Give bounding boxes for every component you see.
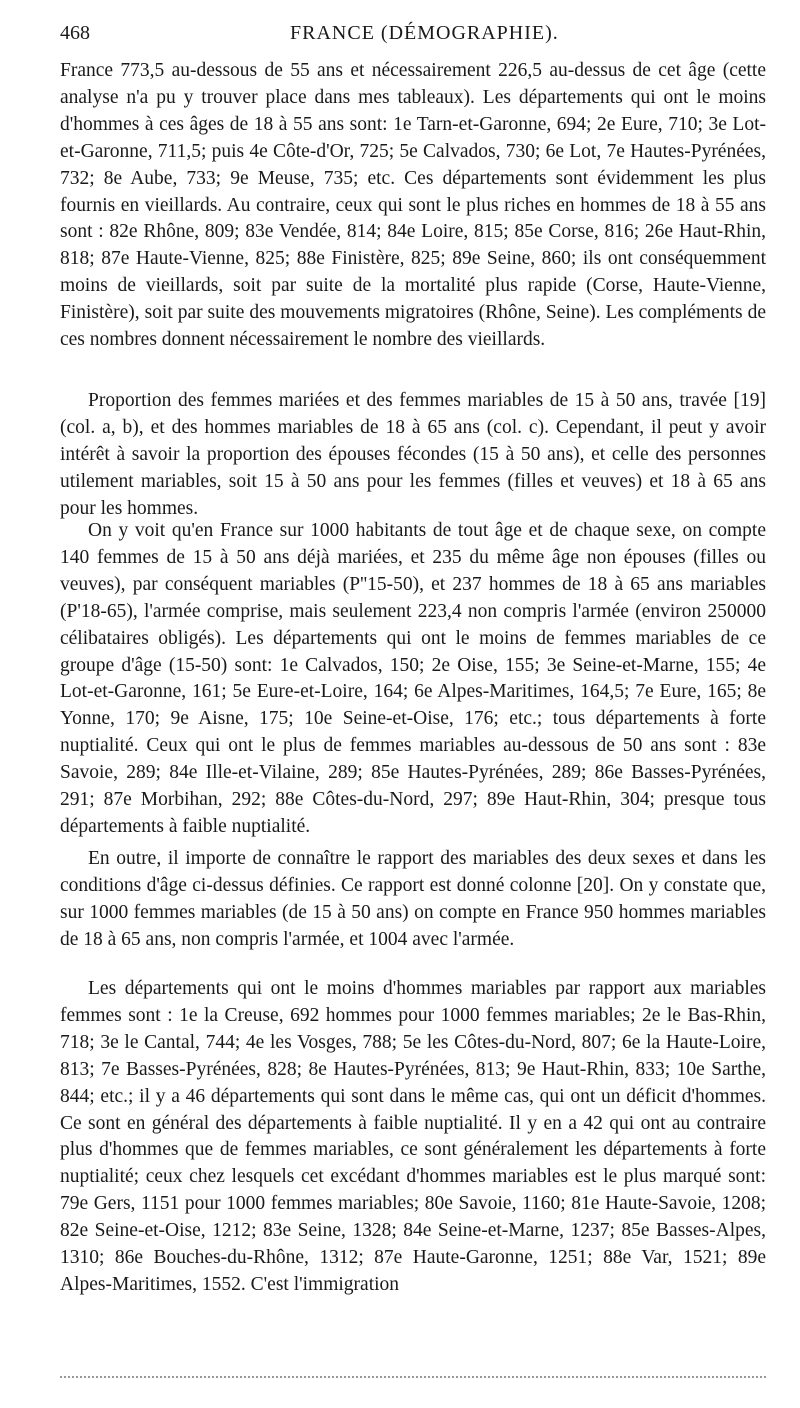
page-number: 468 — [60, 22, 90, 44]
paragraph-4: En outre, il importe de connaître le rapport des mariables des deux sexes et dans les conditions d'âge ci-dessus définies. Ce rapport est donné colonne [20]. On y constate que, sur 1000 femmes mariables (de 15 à 50 ans) on compte en France 950 hommes mariables de 18 à 65 ans, non compris l'armée, et 1004 avec l'armée. — [60, 848, 766, 950]
paragraph-5: Les départements qui ont le moins d'hommes mariables par rapport aux mariables femmes sont : 1e la Creuse, 692 hommes pour 1000 femmes mariables; 2e le Bas-Rhin, 718; 3e le Cantal, 744; 4e les Vosges, 788; 5e les Côtes-du-Nord, 807; 6e la Haute-Loire, 813; 7e Basses-Pyrénées, 828; 8e Hautes-Pyrénées, 813; 9e Haut-Rhin, 833; 10e Sarthe, 844; etc.; il y a 46 départements qui sont dans le même cas, qui ont un déficit d'hommes. Ce sont en général des départements à faible nuptialité. Il y en a 42 qui ont au contraire plus d'hommes que de femmes mariables, ce sont généralement les départements à forte nuptialité; ceux chez lesquels cet excédant d'hommes mariables est le plus marqué sont: 79e Gers, 1151 pour 1000 femmes mariables; 80e Savoie, 1160; 81e Haute-Savoie, 1208; 82e Seine-et-Oise, 1212; 83e Seine, 1328; 84e Seine-et-Marne, 1237; 85e Basses-Alpes, 1310; 86e Bouches-du-Rhône, 1312; 87e Haute-Garonne, 1251; 88e Var, 1521; 89e Alpes-Maritimes, 1552. C'est l'immigration — [60, 978, 766, 1295]
running-title: FRANCE (DÉMOGRAPHIE). — [290, 22, 559, 44]
footer-dotted-rule — [60, 1376, 766, 1378]
paragraph-1: France 773,5 au-dessous de 55 ans et nécessairement 226,5 au-dessus de cet âge (cette analyse n'a pu y trouver place dans mes tableaux). Les départements qui ont le moins d'hommes à ces âges de 18 à 55 ans sont: 1e Tarn-et-Garonne, 694; 2e Eure, 710; 3e Lot-et-Garonne, 711,5; puis 4e Côte-d'Or, 725; 5e Calvados, 730; 6e Lot, 7e Hautes-Pyrénées, 732; 8e Aube, 733; 9e Meuse, 735; etc. Ces départements sont évidemment les plus fournis en vieillards. Au contraire, ceux qui sont le plus riches en hommes de 18 à 55 ans sont : 82e Rhône, 809; 83e Vendée, 814; 84e Loire, 815; 85e Corse, 816; 26e Haut-Rhin, 818; 87e Haute-Vienne, 825; 88e Finistère, 825; 89e Seine, 860; ils ont conséquemment moins de vieillards, soit par suite de la mortalité plus rapide (Corse, Haute-Vienne, Finistère), soit par suite des mouvements migratoires (Rhône, Seine). Les compléments de ces nombres donnent nécessairement le nombre des vieillards. — [60, 60, 766, 351]
paragraph-2: Proportion des femmes mariées et des femmes mariables de 15 à 50 ans, travée [19] (col. a, b), et des hommes mariables de 18 à 65 ans (col. c). Cependant, il peut y avoir intérêt à savoir la proportion des épouses fécondes (15 à 50 ans), et celle des personnes utilement mariables, soit 15 à 50 ans pour les femmes (filles et veuves) et 18 à 65 ans pour les hommes. — [60, 390, 766, 519]
paragraph-3: On y voit qu'en France sur 1000 habitants de tout âge et de chaque sexe, on compte 140 femmes de 15 à 50 ans déjà mariées, et 235 du même âge non épouses (filles ou veuves), par conséquent mariables (P''15-50), et 237 hommes de 18 à 65 ans mariables (P'18-65), l'armée comprise, mais seulement 223,4 non compris l'armée (environ 250000 célibataires obligés). Les départements qui ont le moins de femmes mariables de ce groupe d'âge (15-50) sont: 1e Calvados, 150; 2e Oise, 155; 3e Seine-et-Marne, 155; 4e Lot-et-Garonne, 161; 5e Eure-et-Loire, 164; 6e Alpes-Maritimes, 164,5; 7e Eure, 165; 8e Yonne, 170; 9e Aisne, 175; 10e Seine-et-Oise, 176; etc.; tous départements à forte nuptialité. Ceux qui ont le plus de femmes mariables au-dessous de 50 ans sont : 83e Savoie, 289; 84e Ille-et-Vilaine, 289; 85e Hautes-Pyrénées, 289; 86e Basses-Pyrénées, 291; 87e Morbihan, 292; 88e Côtes-du-Nord, 297; 89e Haut-Rhin, 304; presque tous départements à faible nuptialité. — [60, 520, 766, 837]
page-header — [60, 22, 766, 52]
